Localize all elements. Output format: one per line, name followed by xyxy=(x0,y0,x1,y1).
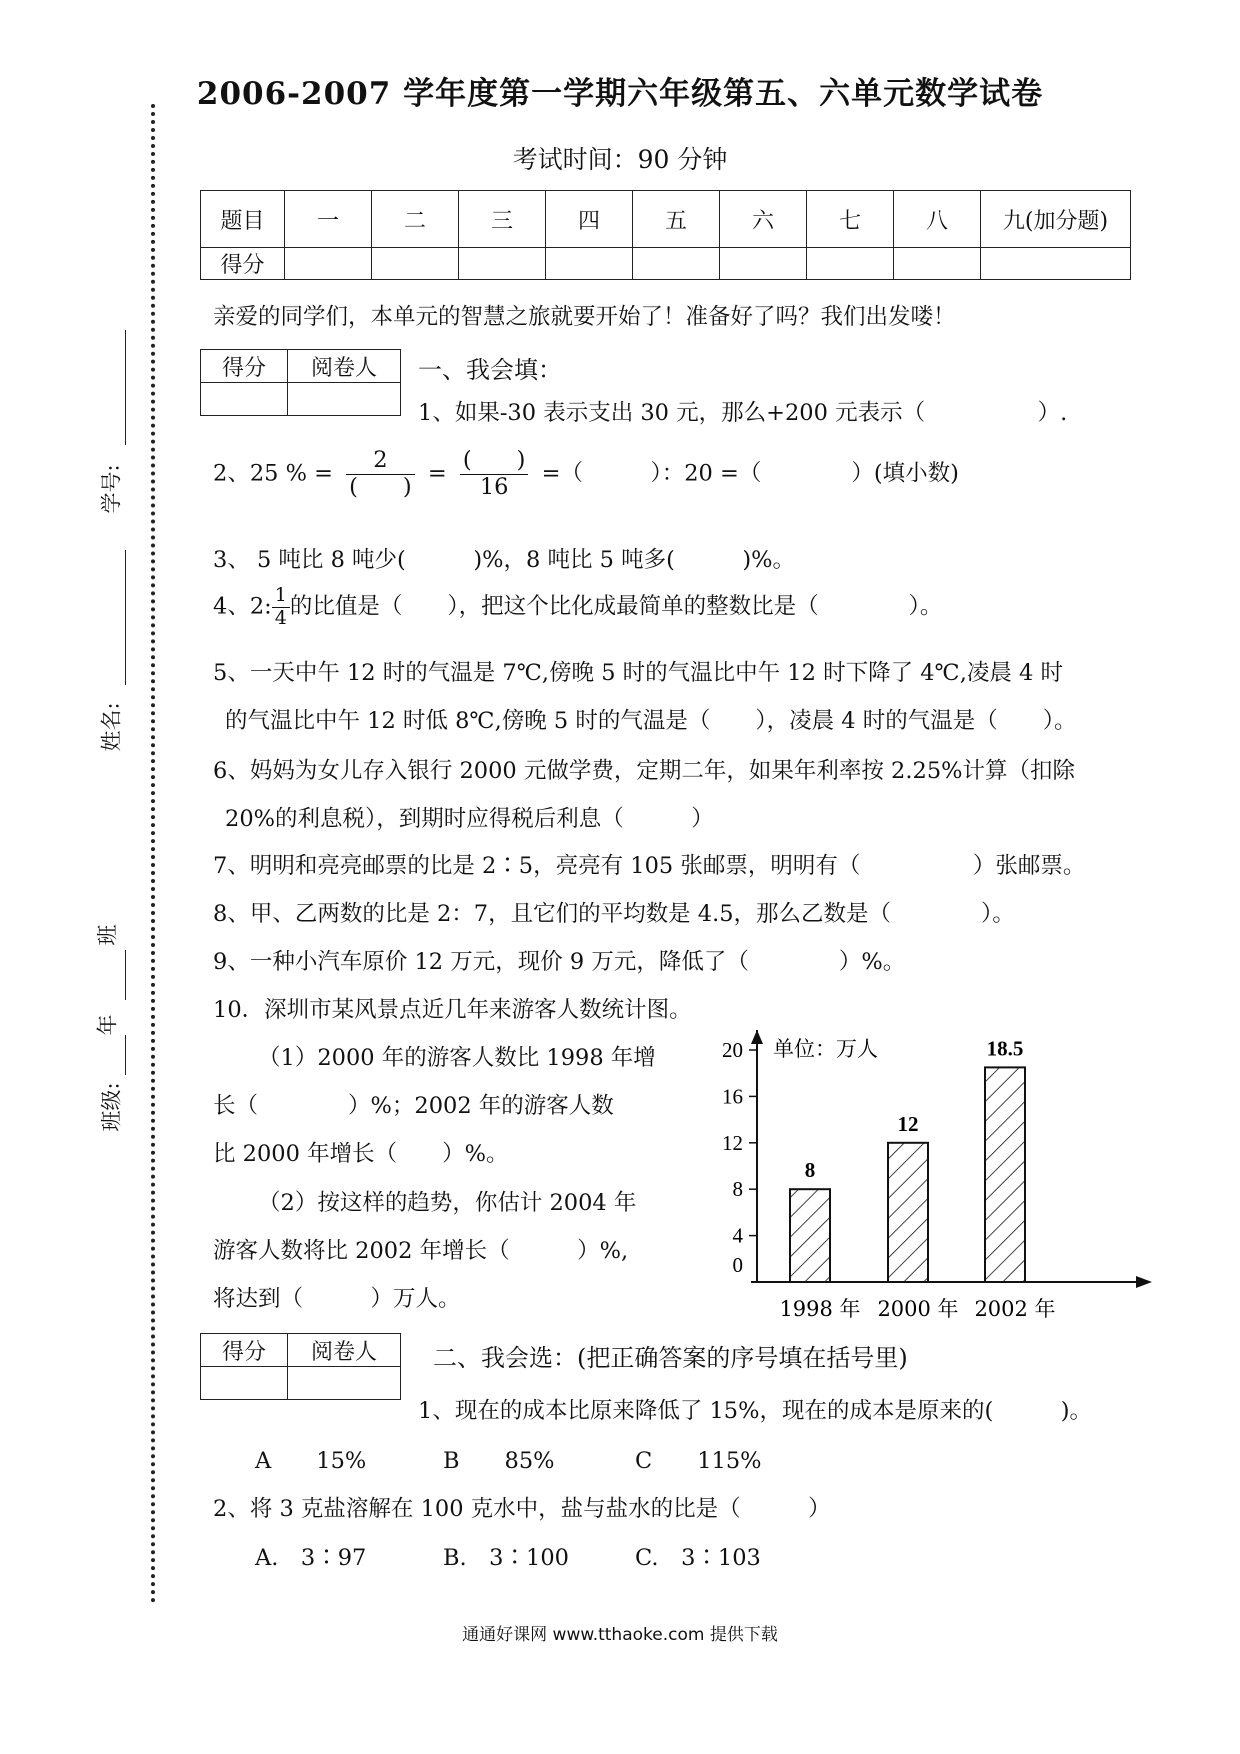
chart-unit-label: 单位：万人 xyxy=(773,1037,878,1061)
bar-data-label: 18.5 xyxy=(986,1036,1024,1061)
score-header-cell: 五 xyxy=(633,191,720,248)
q4-suffix: 的比值是（ ），把这个比化成最简单的整数比是（ ）。 xyxy=(289,593,943,620)
page-title: 2006-2007 学年度第一学期六年级第五、六单元数学试卷 xyxy=(196,76,1044,112)
question-2-2-option-b: B. 3∶100 xyxy=(443,1545,569,1571)
chart-bar xyxy=(790,1189,830,1282)
score-cell[interactable] xyxy=(546,248,633,280)
y-tick-label: 8 xyxy=(732,1177,743,1202)
question-1-10-part2-line3: 将达到（ ）万人。 xyxy=(213,1286,461,1312)
question-1-10-part2-line2: 游客人数将比 2002 年增长（ ）%, xyxy=(213,1238,629,1264)
visitor-bar-chart xyxy=(700,1010,1160,1330)
score-cell[interactable] xyxy=(981,248,1131,280)
grader-name-cell[interactable] xyxy=(288,1367,401,1400)
grader-score-cell[interactable] xyxy=(201,383,288,416)
score-cell[interactable] xyxy=(633,248,720,280)
footer-credit: 通通好课网 www.tthaoke.com 提供下载 xyxy=(462,1625,778,1645)
y-tick-label: 20 xyxy=(722,1038,743,1062)
score-cell[interactable] xyxy=(894,248,981,280)
grader-box-1 xyxy=(200,349,401,416)
q4-fraction-denominator: 4 xyxy=(274,606,287,629)
score-header-cell: 三 xyxy=(459,191,546,248)
grader-box-2 xyxy=(200,1333,401,1400)
y-axis-arrow xyxy=(751,1030,763,1044)
question-1-7: 7、明明和亮亮邮票的比是 2∶5，亮亮有 105 张邮票，明明有（ ）张邮票。 xyxy=(213,853,1086,879)
score-cell[interactable] xyxy=(285,248,372,280)
x-category-label: 2002 年 xyxy=(974,1297,1056,1321)
y-tick-label: 4 xyxy=(732,1223,743,1248)
question-1-3: 3、 5 吨比 8 吨少( )%，8 吨比 5 吨多( )%。 xyxy=(213,547,796,573)
bar-data-label: 12 xyxy=(897,1111,919,1136)
name-line xyxy=(125,550,126,685)
question-2-1: 1、现在的成本比原来降低了 15%，现在的成本是原来的( )。 xyxy=(418,1398,1093,1424)
grader-score-label: 得分 xyxy=(201,1334,288,1367)
question-1-2 xyxy=(213,448,959,501)
q2-equals: = xyxy=(427,460,447,487)
score-cell[interactable] xyxy=(807,248,894,280)
x-category-label: 2000 年 xyxy=(877,1297,959,1321)
question-1-9: 9、一种小汽车原价 12 万元，现价 9 万元，降低了（ ）%。 xyxy=(213,949,906,975)
question-1-4 xyxy=(213,585,942,630)
grade-line xyxy=(125,950,126,1000)
bar-data-label: 8 xyxy=(804,1158,816,1183)
name-label: 姓名: xyxy=(99,702,124,752)
student-number-label: 学号: xyxy=(99,464,124,514)
class-label: 班级: xyxy=(99,1082,124,1132)
q2-prefix: 2、25 % = xyxy=(213,460,333,487)
score-cell[interactable] xyxy=(459,248,546,280)
question-2-2: 2、将 3 克盐溶解在 100 克水中，盐与盐水的比是（ ） xyxy=(213,1496,831,1522)
score-header-cell: 题目 xyxy=(201,191,285,248)
score-table-score-row xyxy=(201,248,1131,280)
question-1-10-part2-line1: （2）按这样的趋势，你估计 2004 年 xyxy=(258,1190,637,1216)
question-2-1-option-b: B 85% xyxy=(443,1448,555,1474)
q2-fraction-1-numerator: 2 xyxy=(346,448,415,475)
section2-heading: 二、我会选：(把正确答案的序号填在括号里) xyxy=(433,1344,908,1372)
q4-prefix: 4、2: xyxy=(213,593,272,620)
question-2-1-option-a: A 15% xyxy=(255,1448,367,1474)
question-1-1: 1、如果-30 表示支出 30 元，那么+200 元表示（ ）. xyxy=(418,400,1068,426)
score-header-cell: 九(加分题) xyxy=(981,191,1131,248)
question-2-2-option-a: A. 3∶97 xyxy=(255,1545,367,1571)
q4-fraction xyxy=(272,585,290,630)
exam-time: 考试时间：90 分钟 xyxy=(512,145,728,174)
chart-bar xyxy=(985,1067,1025,1282)
x-category-label: 1998 年 xyxy=(779,1297,861,1321)
score-header-cell: 六 xyxy=(720,191,807,248)
x-axis-arrow xyxy=(1136,1276,1152,1288)
class-ban-label: 班 xyxy=(95,924,120,946)
chart-bar xyxy=(888,1143,928,1282)
grader-score-cell[interactable] xyxy=(201,1367,288,1400)
question-2-2-option-c: C. 3∶103 xyxy=(635,1545,761,1571)
question-1-5-line2: 的气温比中午 12 时低 8℃,傍晚 5 时的气温是（ ），凌晨 4 时的气温是（ ）。 xyxy=(225,708,1077,734)
score-cell[interactable] xyxy=(720,248,807,280)
question-1-8: 8、甲、乙两数的比是 2：7，且它们的平均数是 4.5，那么乙数是（ ）。 xyxy=(213,901,1015,927)
grader-score-label: 得分 xyxy=(201,350,288,383)
y-tick-label: 12 xyxy=(722,1130,743,1155)
score-row-label: 得分 xyxy=(201,248,285,280)
class-line xyxy=(125,1035,126,1075)
intro-text: 亲爱的同学们，本单元的智慧之旅就要开始了！准备好了吗？我们出发喽！ xyxy=(213,304,956,330)
score-header-cell: 四 xyxy=(546,191,633,248)
question-1-10-part1-line3: 比 2000 年增长（ ）%。 xyxy=(213,1141,509,1167)
question-2-1-option-c: C 115% xyxy=(635,1448,762,1474)
q4-fraction-numerator: 1 xyxy=(272,585,290,608)
score-header-cell: 二 xyxy=(372,191,459,248)
q2-fraction-2-denominator: 16 xyxy=(479,473,509,500)
q2-fraction-2-numerator: ( ) xyxy=(460,448,529,475)
student-number-line xyxy=(125,330,126,445)
q2-fraction-2 xyxy=(460,448,529,501)
question-1-10-part1-line1: （1）2000 年的游客人数比 1998 年增 xyxy=(258,1045,656,1071)
question-1-10-part1-line2: 长（ ）%；2002 年的游客人数 xyxy=(213,1093,614,1119)
grader-name-cell[interactable] xyxy=(288,383,401,416)
section1-heading: 一、我会填： xyxy=(418,356,562,384)
score-header-cell: 七 xyxy=(807,191,894,248)
y-tick-label: 16 xyxy=(722,1084,743,1109)
score-header-cell: 八 xyxy=(894,191,981,248)
q2-fraction-1 xyxy=(346,448,415,501)
binding-dotted-line xyxy=(151,104,155,1604)
question-1-10-title: 10．深圳市某风景点近几年来游客人数统计图。 xyxy=(213,997,692,1023)
question-1-6-line1: 6、妈妈为女儿存入银行 2000 元做学费，定期二年，如果年利率按 2.25%计算（扣除 xyxy=(213,758,1076,784)
score-cell[interactable] xyxy=(372,248,459,280)
score-table-header-row xyxy=(201,191,1131,248)
score-header-cell: 一 xyxy=(285,191,372,248)
grader-name-label: 阅卷人 xyxy=(288,350,401,383)
question-1-5-line1: 5、一天中午 12 时的气温是 7℃,傍晚 5 时的气温比中午 12 时下降了 4℃,凌晨 4 时 xyxy=(213,660,1064,686)
y-tick-label: 0 xyxy=(732,1253,743,1277)
class-nian-label: 年 xyxy=(95,1014,120,1036)
grader-name-label: 阅卷人 xyxy=(288,1334,401,1367)
score-table xyxy=(200,190,1131,280)
question-1-6-line2: 20%的利息税），到期时应得税后利息（ ） xyxy=(225,806,714,832)
q2-fraction-1-denominator: ( ) xyxy=(349,473,412,500)
q2-suffix: =（ ）：20 =（ ）(填小数) xyxy=(541,460,959,487)
